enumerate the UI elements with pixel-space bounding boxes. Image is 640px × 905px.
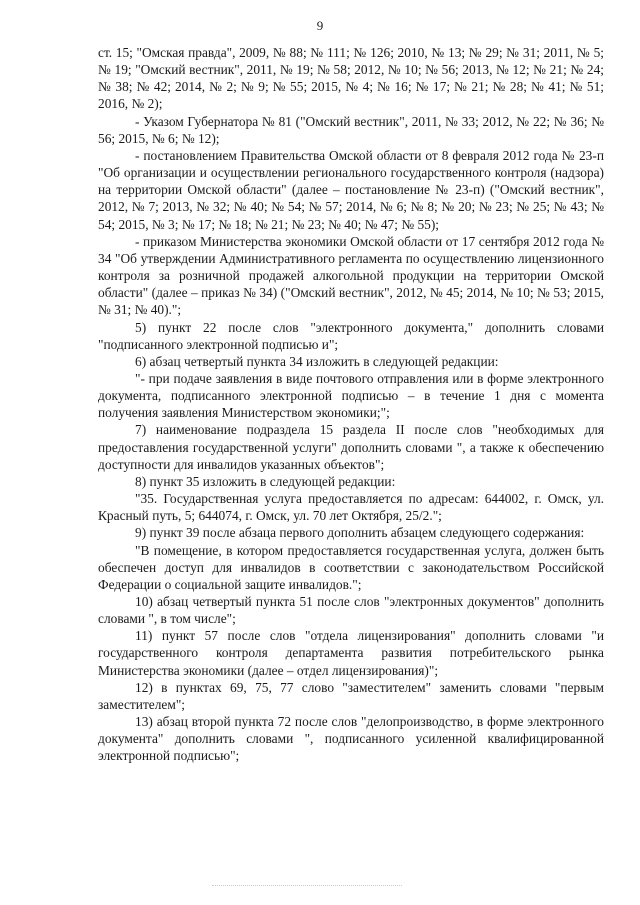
paragraph-item-6: 6) абзац четвертый пункта 34 изложить в следующей редакции:	[135, 353, 499, 369]
document-body	[98, 44, 604, 765]
paragraph-item-9: 9) пункт 39 после абзаца первого дополнить абзацем следующего содержания:	[135, 525, 585, 541]
paragraph-item-11: 11) пункт 57 после слов "отдела лицензирования" дополнить словами "и государственного контроля департамента развития потребительского рынка Министерства экономики (далее – отдел лицензирования)";	[98, 628, 604, 678]
paragraph-item-8: 8) пункт 35 изложить в следующей редакции:	[135, 473, 396, 489]
paragraph-item-6-text: "- при подаче заявления в виде почтового отправления или в форме электронного документа, подписанного электронной подписью – в течение 1 дня с момента получения заявления Министерством экономики;";	[98, 370, 604, 421]
scan-artifact-line	[212, 885, 402, 887]
paragraph-item-13: 13) абзац второй пункта 72 после слов "делопроизводство, в форме электронного документа" дополнить словами ", подписанного усиленной квалифицированной электронной подписью";	[98, 714, 604, 764]
paragraph-governor-decree: - Указом Губернатора № 81 ("Омский вестник", 2011, № 33; 2012, № 22; № 36; № 56; 2015, № 6; № 12);	[98, 113, 604, 146]
paragraph-item-9-text: "В помещение, в котором предоставляется государственная услуга, должен быть обеспечен доступ для инвалидов в соответствии с законодательством Российской Федерации о социальной защите инвалидов.";	[98, 542, 604, 592]
page-number: 9	[316, 18, 324, 33]
paragraph-government-resolution: - постановлением Правительства Омской области от 8 февраля 2012 года № 23-п "Об организации и осуществлении регионального государственного контроля (надзора) на территории Омской области" (далее – постановление № 23-п) ("Омский вестник", 2012, № 7; 2013, № 32; № 40; № 54; № 57; 2014, № 6; № 8; № 20; № 23; № 25; № 43; № 54; 2015, № 3; № 17; № 18; № 21; № 23; № 40; № 47; № 55);	[98, 147, 604, 232]
paragraph-item-5: 5) пункт 22 после слов "электронного документа," дополнить словами "подписанного электронной подписью и";	[98, 319, 604, 352]
paragraph-item-12: 12) в пунктах 69, 75, 77 слово "заместителем" заменить словами "первым заместителем";	[98, 679, 604, 712]
paragraph-continuation: ст. 15; "Омская правда", 2009, № 88; № 111; № 126; 2010, № 13; № 29; № 31; 2011, № 5; № 19; "Омский вестник", 2011, № 19; № 58; 2012, № 10; № 56; 2013, № 12; № 21; № 24; № 38; № 42; 2014, № 2; № 9; № 55; 2015, № 4; № 16; № 17; № 21; № 28; № 41; № 51; 2016, № 2);	[98, 45, 604, 112]
paragraph-item-8-text: "35. Государственная услуга предоставляется по адресам: 644002, г. Омск, ул. Красный путь, 5; 644074, г. Омск, ул. 70 лет Октября, 25/2.";	[98, 491, 604, 524]
paragraph-item-7: 7) наименование подраздела 15 раздела II после слов "необходимых для предоставления государственной услуги" дополнить словами ", а также к обеспечению доступности для инвалидов указанных объектов";	[98, 422, 604, 472]
paragraph-item-10: 10) абзац четвертый пункта 51 после слов "электронных документов" дополнить словами ", в том числе";	[98, 594, 604, 627]
paragraph-ministry-order: - приказом Министерства экономики Омской области от 17 сентября 2012 года № 34 "Об утверждении Административного регламента по осуществлению лицензионного контроля за розничной продажей алкогольной продукции на территории Омской области" (далее – приказ № 34) ("Омский вестник", 2012, № 45; 2014, № 10; № 53; 2015, № 31; № 40).";	[98, 233, 604, 318]
